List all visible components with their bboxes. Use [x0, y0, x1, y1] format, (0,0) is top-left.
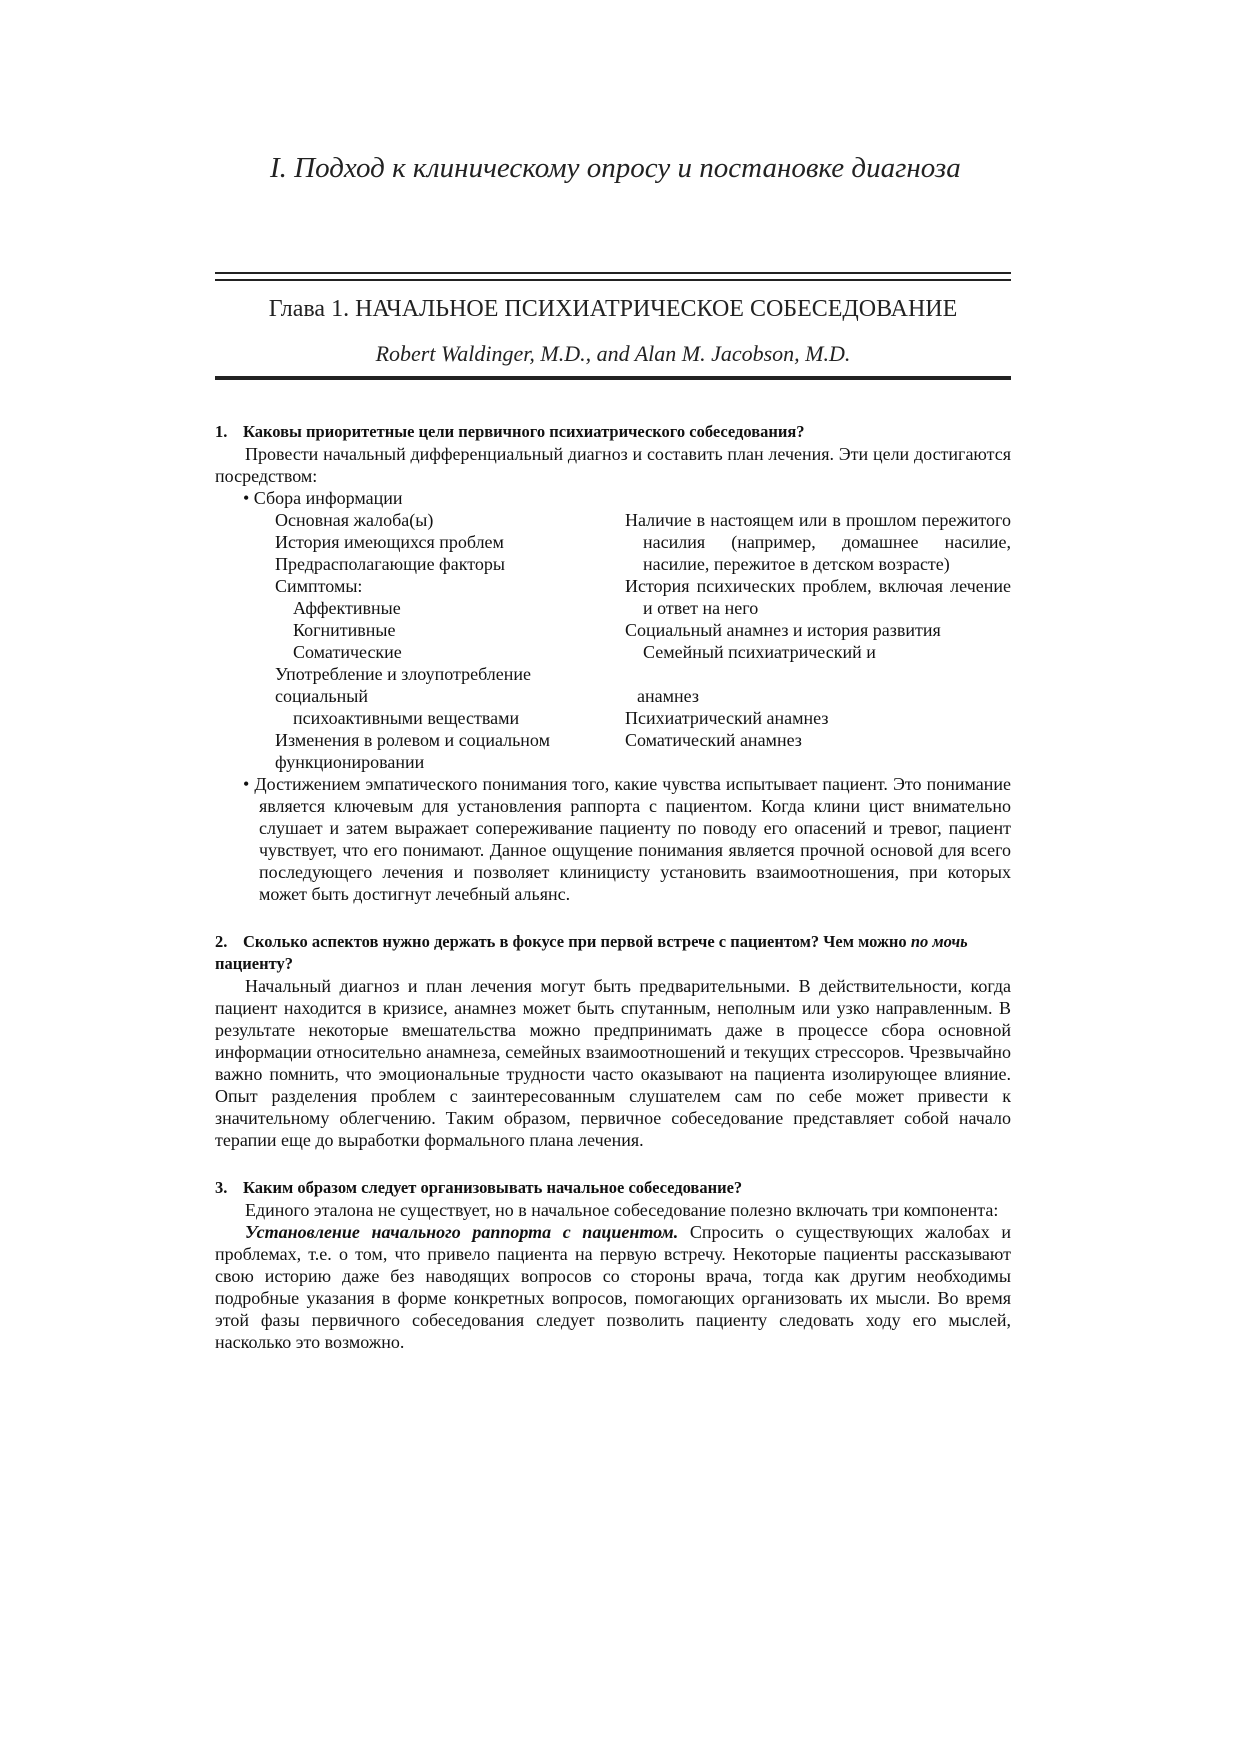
- list-item: История психических проблем, включая лечение и ответ на него: [625, 576, 1011, 618]
- info-items-left: [275, 509, 625, 773]
- question-2-number: 2.: [215, 932, 228, 951]
- list-item: Соматический анамнез: [625, 730, 802, 750]
- list-item: Симптомы:: [275, 576, 363, 596]
- spacer: [215, 1151, 1011, 1177]
- spacer: [625, 663, 1011, 685]
- info-items-right: [625, 509, 1011, 773]
- list-item: Соматические: [293, 642, 402, 662]
- question-1-heading: [215, 421, 1011, 443]
- list-item: Семейный психиатрический и: [643, 642, 876, 662]
- question-3: [215, 1177, 1011, 1353]
- info-items-columns: [275, 509, 1011, 773]
- section-title: I. Подход к клиническому опросу и постановке диагноза: [270, 152, 961, 184]
- chapter-authors: Robert Waldinger, M.D., and Alan M. Jacobson, M.D.: [375, 341, 851, 366]
- question-3-answer: Единого эталона не существует, но в начальное собеседование полезно включать три компонента:: [245, 1200, 999, 1220]
- thick-rule-divider: [215, 376, 1011, 380]
- rapport-text: Спросить о существующих жалобах и проблемах, т.е. о том, что привело пациента на первую встречу. Некоторые пациенты рассказывают свою историю даже без наводящих вопросов со стороны врача, тогда как другим необходимы подробные указания в форме конкретных вопросов, помогающих организовать их мысли. Во время этой фазы первичного собеседования следует позволить пациенту следовать ходу его мыслей, насколько это возможно.: [215, 1222, 1011, 1352]
- list-item: Предрасполагающие факторы: [275, 554, 505, 574]
- list-item: Социальный анамнез и история развития: [625, 620, 941, 640]
- list-item: Основная жалоба(ы): [275, 510, 434, 530]
- list-item: История имеющихся проблем: [275, 532, 504, 552]
- question-1-text: Каковы приоритетные цели первичного психиатрического собеседования?: [243, 422, 805, 441]
- question-1: [215, 421, 1011, 905]
- chapter-body: [215, 421, 1011, 1353]
- rapport-lead: Установление начального раппорта с пациентом.: [245, 1222, 679, 1242]
- question-3-number: 3.: [215, 1178, 228, 1197]
- list-item: психоактивными веществами: [293, 708, 520, 728]
- list-item: Употребление и злоупотребление социальный: [275, 664, 532, 706]
- bullet-empathic-understanding: • Достижением эмпатического понимания того, какие чувства испытывает пациент. Это понимание является ключевым для установления раппорта с пациентом. Когда клини цист внимательно слушает и затем выражает сопереживание пациенту по поводу его опасений и тревог, пациент чувствует, что его понимают. Данное ощущение понимания является прочной основой для всего последующего лечения и позволяет клиницисту установить взаимоотношения, при которых может быть достигнут лечебный альянс.: [243, 774, 1011, 904]
- chapter-title: Глава 1. НАЧАЛЬНОЕ ПСИХИАТРИЧЕСКОЕ СОБЕСЕДОВАНИЕ: [268, 296, 958, 322]
- question-3-heading: [215, 1177, 1011, 1199]
- question-2-text: Сколько аспектов нужно держать в фокусе при первой встрече с пациентом? Чем можно: [243, 932, 907, 951]
- list-item: Психиатрический анамнез: [625, 708, 829, 728]
- list-item: анамнез: [637, 686, 699, 706]
- question-1-answer: Провести начальный дифференциальный диагноз и составить план лечения. Эти цели достигаются посредством:: [215, 444, 1011, 486]
- list-item: [275, 729, 625, 773]
- question-2-italic: по мочь: [910, 932, 968, 951]
- question-2-heading: [215, 931, 1011, 975]
- question-3-text: Каким образом следует организовывать начальное собеседование?: [243, 1178, 743, 1197]
- bullet-info-collection: • Сбора информации: [243, 488, 403, 508]
- question-2: [215, 931, 1011, 1151]
- question-2-answer: Начальный диагноз и план лечения могут быть предварительными. В действительности, когда пациент находится в кризисе, анамнез может быть спутанным, неполным или узко направленным. В результате некоторые вмешательства можно предпринимать даже в процессе сбора основной информации относительно анамнеза, семейных взаимоотношений и текущих стрессоров. Чрезвычайно важно помнить, что эмоциональные трудности часто оказывают на пациента изолирующее влияние. Опыт разделения проблем с заинтересованным слушателем сам по себе может привести к значительному облегчению. Таким образом, первичное собеседование представляет собой начало терапии еще до выработки формального плана лечения.: [215, 976, 1011, 1150]
- list-item: Аффективные: [293, 598, 401, 618]
- list-item: Наличие в настоящем или в прошлом пережитого насилия (например, домашнее насилие, насилие, пережитое в детском возрасте): [625, 510, 1011, 574]
- question-3-rapport-paragraph: [215, 1221, 1011, 1353]
- list-item: Когнитивные: [293, 620, 396, 640]
- question-1-number: 1.: [215, 422, 228, 441]
- double-rule-divider: [215, 272, 1011, 281]
- list-item-text: Изменения в ролевом и социальном функционировании: [275, 730, 550, 772]
- spacer: [215, 905, 1011, 931]
- question-2-text-end: пациенту?: [215, 954, 293, 973]
